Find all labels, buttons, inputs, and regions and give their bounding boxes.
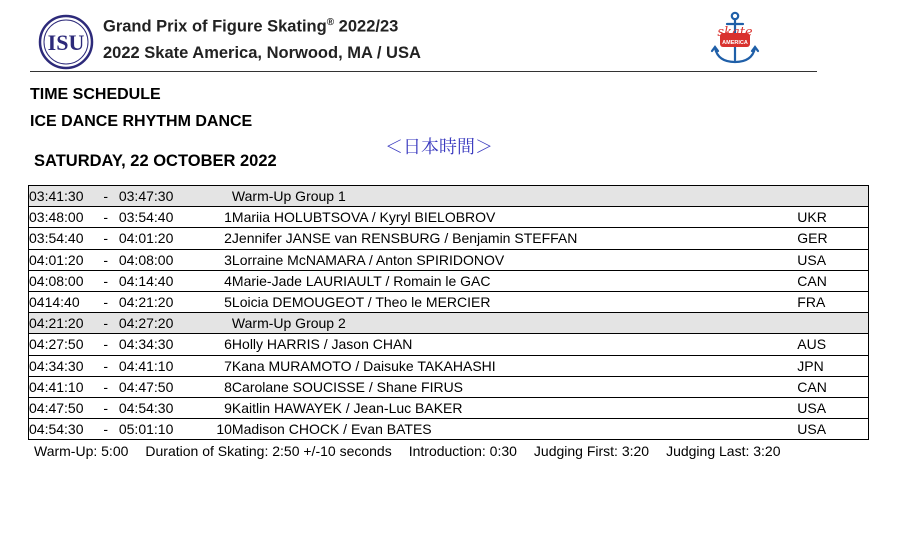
footer-duration: Duration of Skating: 2:50 +/-10 seconds	[145, 443, 392, 459]
skater-names: Warm-Up Group 1	[232, 186, 797, 207]
skate-america-logo	[706, 10, 764, 68]
end-time: 04:47:50	[119, 376, 184, 397]
nation-code	[797, 313, 868, 334]
skater-names: Jennifer JANSE van RENSBURG / Benjamin STEFFAN	[232, 228, 797, 249]
skater-names: Kaitlin HAWAYEK / Jean-Luc BAKER	[232, 397, 797, 418]
start-time: 0414:40	[29, 291, 93, 312]
start-number: 2	[183, 228, 231, 249]
sa-logo-sub: AMERICA	[722, 40, 748, 46]
table-row	[29, 334, 869, 355]
start-time: 04:27:50	[29, 334, 93, 355]
table-row	[29, 355, 869, 376]
footer-warmup: Warm-Up: 5:00	[34, 443, 129, 459]
start-number: 4	[183, 270, 231, 291]
start-time: 04:41:10	[29, 376, 93, 397]
warmup-row	[29, 313, 869, 334]
header-divider	[30, 71, 817, 72]
schedule-body	[29, 186, 869, 440]
time-separator: -	[93, 419, 119, 440]
time-separator: -	[93, 397, 119, 418]
footer-judging-last: Judging Last: 3:20	[666, 443, 781, 459]
start-number: 6	[183, 334, 231, 355]
skater-names: Loicia DEMOUGEOT / Theo le MERCIER	[232, 291, 797, 312]
start-time: 04:21:20	[29, 313, 93, 334]
schedule-footer	[34, 443, 798, 459]
start-time: 04:01:20	[29, 249, 93, 270]
document-type: TIME SCHEDULE	[30, 86, 161, 103]
end-time: 04:08:00	[119, 249, 184, 270]
event-subtitle: 2022 Skate America, Norwood, MA / USA	[103, 44, 421, 62]
end-time: 04:21:20	[119, 291, 184, 312]
nation-code: USA	[797, 419, 868, 440]
schedule-table	[28, 185, 869, 440]
start-number: 8	[183, 376, 231, 397]
nation-code: USA	[797, 397, 868, 418]
table-row	[29, 397, 869, 418]
end-time: 04:34:30	[119, 334, 184, 355]
time-separator: -	[93, 355, 119, 376]
skater-names: Warm-Up Group 2	[232, 313, 797, 334]
end-time: 04:14:40	[119, 270, 184, 291]
start-number	[183, 186, 231, 207]
table-row	[29, 207, 869, 228]
table-row	[29, 419, 869, 440]
start-time: 04:08:00	[29, 270, 93, 291]
nation-code: GER	[797, 228, 868, 249]
registered-mark: ®	[326, 17, 335, 28]
skater-names: Marie-Jade LAURIAULT / Romain le GAC	[232, 270, 797, 291]
table-row	[29, 376, 869, 397]
time-separator: -	[93, 291, 119, 312]
skater-names: Holly HARRIS / Jason CHAN	[232, 334, 797, 355]
nation-code: UKR	[797, 207, 868, 228]
nation-code: CAN	[797, 376, 868, 397]
end-time: 04:41:10	[119, 355, 184, 376]
time-separator: -	[93, 228, 119, 249]
end-time: 04:01:20	[119, 228, 184, 249]
start-number	[183, 313, 231, 334]
start-time: 04:54:30	[29, 419, 93, 440]
time-separator: -	[93, 249, 119, 270]
start-time: 04:47:50	[29, 397, 93, 418]
skater-names: Carolane SOUCISSE / Shane FIRUS	[232, 376, 797, 397]
start-number: 9	[183, 397, 231, 418]
event-title-main: Grand Prix of Figure Skating	[103, 17, 327, 36]
start-number: 3	[183, 249, 231, 270]
end-time: 04:54:30	[119, 397, 184, 418]
warmup-row	[29, 186, 869, 207]
end-time: 03:47:30	[119, 186, 184, 207]
skater-names: Lorraine McNAMARA / Anton SPIRIDONOV	[232, 249, 797, 270]
start-time: 03:54:40	[29, 228, 93, 249]
event-title	[103, 17, 398, 37]
time-separator: -	[93, 186, 119, 207]
skater-names: Mariia HOLUBTSOVA / Kyryl BIELOBROV	[232, 207, 797, 228]
start-time: 03:41:30	[29, 186, 93, 207]
time-separator: -	[93, 334, 119, 355]
nation-code: AUS	[797, 334, 868, 355]
isu-logo-text: ISU	[47, 30, 85, 55]
end-time: 03:54:40	[119, 207, 184, 228]
start-number: 1	[183, 207, 231, 228]
nation-code	[797, 186, 868, 207]
timezone-label: ＜日本時間＞	[385, 137, 493, 158]
start-number: 10	[183, 419, 231, 440]
schedule-date: SATURDAY, 22 OCTOBER 2022	[34, 152, 277, 170]
time-separator: -	[93, 376, 119, 397]
nation-code: JPN	[797, 355, 868, 376]
end-time: 05:01:10	[119, 419, 184, 440]
start-time: 03:48:00	[29, 207, 93, 228]
start-number: 5	[183, 291, 231, 312]
start-number: 7	[183, 355, 231, 376]
nation-code: USA	[797, 249, 868, 270]
segment-title: ICE DANCE RHYTHM DANCE	[30, 113, 253, 130]
event-title-season: 2022/23	[334, 17, 399, 36]
time-separator: -	[93, 207, 119, 228]
end-time: 04:27:20	[119, 313, 184, 334]
skater-names: Madison CHOCK / Evan BATES	[232, 419, 797, 440]
time-separator: -	[93, 313, 119, 334]
nation-code: CAN	[797, 270, 868, 291]
table-row	[29, 291, 869, 312]
footer-judging-first: Judging First: 3:20	[533, 443, 650, 459]
footer-intro: Introduction: 0:30	[408, 443, 517, 459]
sa-logo-text: skate	[717, 25, 753, 40]
time-separator: -	[93, 270, 119, 291]
isu-logo	[38, 14, 94, 70]
start-time: 04:34:30	[29, 355, 93, 376]
skater-names: Kana MURAMOTO / Daisuke TAKAHASHI	[232, 355, 797, 376]
table-row	[29, 270, 869, 291]
table-row	[29, 249, 869, 270]
table-row	[29, 228, 869, 249]
nation-code: FRA	[797, 291, 868, 312]
